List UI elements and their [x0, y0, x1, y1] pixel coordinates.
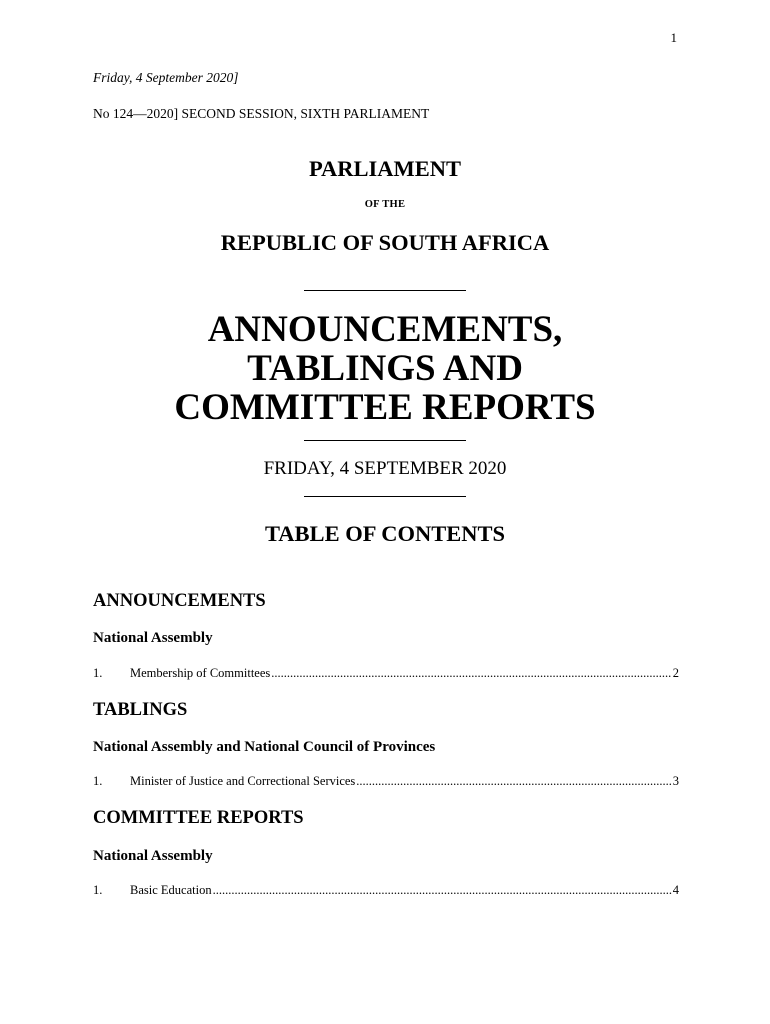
toc-dot-leader — [213, 883, 672, 898]
toc-dot-leader — [356, 774, 671, 789]
divider-rule — [304, 290, 466, 291]
toc-entry-number: 1. — [93, 883, 103, 897]
toc-entry-title: Basic Education — [130, 883, 212, 897]
toc-entry-page: 4 — [672, 883, 679, 897]
toc-entry[interactable] — [93, 774, 679, 792]
toc-subsection-na-ncop: National Assembly and National Council of Provinces — [93, 739, 436, 755]
toc-subsection-national-assembly: National Assembly — [93, 630, 213, 646]
toc-section-committee-reports: COMMITTEE REPORTS — [93, 808, 304, 828]
header-issue-line: No 124—2020] SECOND SESSION, SIXTH PARLIAMENT — [93, 106, 430, 121]
toc-section-tablings: TABLINGS — [93, 700, 188, 720]
main-title-line-2: TABLINGS AND — [247, 348, 523, 389]
toc-entry-title: Membership of Committees — [130, 666, 271, 680]
toc-entry[interactable] — [93, 883, 679, 901]
document-date: FRIDAY, 4 SEPTEMBER 2020 — [263, 458, 507, 479]
divider-rule — [304, 440, 466, 441]
main-title-line-1: ANNOUNCEMENTS, — [207, 309, 563, 350]
title-republic: REPUBLIC OF SOUTH AFRICA — [220, 230, 550, 255]
toc-subsection-national-assembly: National Assembly — [93, 848, 213, 864]
toc-entry-page: 2 — [672, 666, 679, 680]
page-number: 1 — [670, 30, 677, 45]
toc-dot-leader — [271, 666, 671, 681]
toc-entry-title: Minister of Justice and Correctional Services — [130, 774, 356, 788]
header-date-line: Friday, 4 September 2020] — [93, 70, 239, 85]
toc-heading: TABLE OF CONTENTS — [264, 521, 506, 546]
divider-rule — [304, 496, 466, 497]
main-title-line-3: COMMITTEE REPORTS — [174, 387, 596, 428]
toc-entry-number: 1. — [93, 774, 103, 788]
title-of-the: OF THE — [364, 199, 406, 210]
toc-entry-page: 3 — [672, 774, 679, 788]
title-parliament: PARLIAMENT — [308, 156, 462, 181]
toc-section-announcements: ANNOUNCEMENTS — [93, 591, 266, 611]
toc-entry-number: 1. — [93, 666, 103, 680]
toc-entry[interactable] — [93, 666, 679, 684]
